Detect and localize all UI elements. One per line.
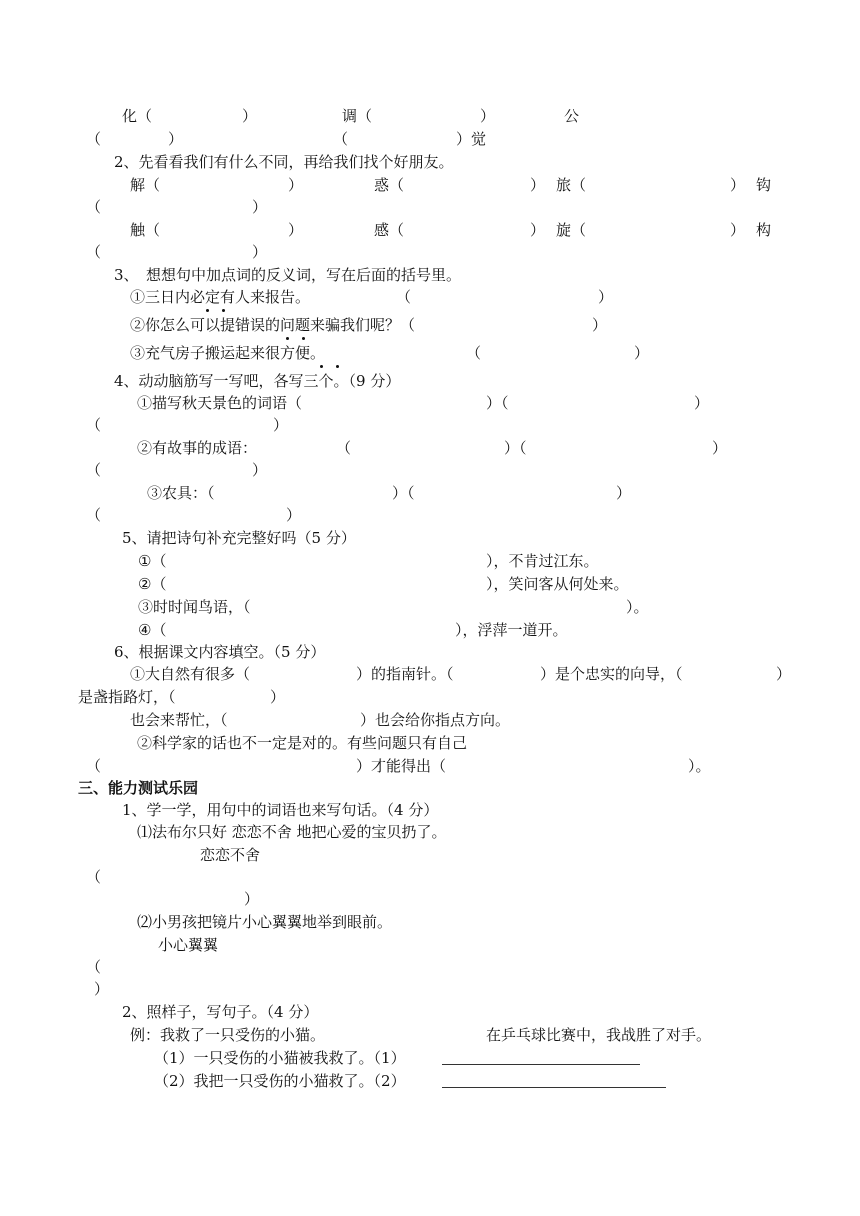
text: 调（ [342, 107, 373, 125]
text: 惑（ [374, 176, 405, 194]
question-title: 2、先看看我们有什么不同，再给我们找个好朋友。 [114, 153, 454, 171]
text: 是盏指路灯，（ [78, 688, 176, 706]
text: ）是个忠实的向导，（ [540, 665, 683, 683]
text: ）（ [486, 394, 509, 412]
emphasis-dot [286, 337, 289, 340]
text: （1）一只受伤的小猫被我救了。（1） [154, 1049, 406, 1067]
text: （ [86, 243, 102, 261]
text: 也会来帮忙，（ [130, 711, 228, 729]
text: （ [466, 344, 482, 362]
answer-line[interactable] [442, 1087, 666, 1088]
text: 触（ [130, 221, 161, 239]
emphasis-dot [206, 309, 209, 312]
text: 解（ [130, 176, 161, 194]
text: （ [336, 439, 352, 457]
answer-line[interactable] [442, 1064, 640, 1065]
text: ） [242, 107, 258, 125]
text: ）（ [392, 484, 415, 502]
text: 旅（ [556, 176, 587, 194]
text: ） [776, 665, 792, 683]
text: ） [530, 176, 546, 194]
text: ①（ [138, 552, 167, 570]
text: ） [634, 344, 650, 362]
text: ） [288, 176, 304, 194]
text: ） [616, 484, 632, 502]
text: ）的指南针。（ [356, 665, 454, 683]
text: 小心翼翼 [158, 936, 219, 954]
text: ） [530, 221, 546, 239]
text: 感（ [374, 221, 405, 239]
question-title: 1、学一学，用句中的词语也来写句话。（4 分） [122, 801, 439, 819]
text: ） [286, 506, 302, 524]
text: ②有故事的成语： [137, 439, 258, 457]
text: （ [86, 416, 102, 434]
text: （ [86, 506, 102, 524]
text: ） [730, 221, 746, 239]
text: （ [86, 130, 102, 148]
text: （ [86, 757, 102, 775]
question-title: 4、动动脑筋写一写吧，各写三个。（9 分） [114, 372, 401, 390]
text: ）。 [626, 598, 649, 616]
text: （ [86, 868, 102, 886]
text: ②（ [138, 575, 167, 593]
text: ③充气房子搬运起来很方便。 [130, 344, 326, 362]
text: （ [86, 198, 102, 216]
text: ） [592, 316, 608, 334]
text: ） [168, 130, 184, 148]
text: ） [288, 221, 304, 239]
text: 旋（ [556, 221, 587, 239]
text: ） [244, 890, 260, 908]
text: ） [252, 461, 268, 479]
text: ） [270, 688, 286, 706]
text: 化（ [122, 107, 153, 125]
text: ） [730, 176, 746, 194]
emphasis-dot [222, 309, 225, 312]
text: （ [333, 130, 349, 148]
text: ）也会给你指点方向。 [360, 711, 511, 729]
text: （ [86, 461, 102, 479]
question-title: 6、根据课文内容填空。（5 分） [114, 643, 326, 661]
text: ①三日内必定有人来报告。 [130, 288, 311, 306]
text: ①大自然有很多（ [130, 665, 251, 683]
example-text: 在乒乓球比赛中，我战胜了对手。 [486, 1026, 712, 1044]
text: ①描写秋天景色的词语（ [137, 394, 303, 412]
text: ③时时闻鸟语，（ [138, 598, 251, 616]
text: ） [252, 198, 268, 216]
text: ），不肯过江东。 [486, 552, 599, 570]
text: ③农具：（ [147, 484, 215, 502]
text: ） [598, 288, 614, 306]
text: ） [694, 394, 710, 412]
text: ）才能得出（ [356, 757, 447, 775]
text: ） [252, 243, 268, 261]
text: 恋恋不舍 [200, 846, 261, 864]
text: 钩 [756, 176, 772, 194]
section-heading: 三、能力测试乐园 [78, 779, 199, 797]
text: （ [86, 958, 102, 976]
question-title: 2、照样子，写句子。（4 分） [122, 1003, 319, 1021]
text: ⑴法布尔只好 恋恋不舍 地把心爱的宝贝扔了。 [137, 823, 447, 841]
text: ）觉 [456, 130, 487, 148]
text: ） [273, 416, 289, 434]
text: ） [94, 980, 110, 998]
text: 构 [756, 221, 772, 239]
question-title: 3、 想想句中加点词的反义词，写在后面的括号里。 [114, 266, 462, 284]
text: ） [480, 107, 496, 125]
text: ②你怎么可以提错误的问题来骗我们呢？（ [130, 316, 416, 334]
text: （2）我把一只受伤的小猫救了。（2） [154, 1072, 406, 1090]
text: ⑵小男孩把镜片小心翼翼地举到眼前。 [137, 913, 393, 931]
text: ），浮萍一道开。 [455, 621, 568, 639]
text: ）（ [504, 439, 527, 457]
emphasis-dot [320, 365, 323, 368]
text: 公 [564, 107, 580, 125]
example-text: 例：我救了一只受伤的小猫。 [130, 1026, 326, 1044]
text: ），笑问客从何处来。 [486, 575, 629, 593]
text: ④（ [138, 621, 167, 639]
text: （ [396, 288, 412, 306]
text: ②科学家的话也不一定是对的。有些问题只有自己 [137, 734, 468, 752]
text: ） [712, 439, 728, 457]
emphasis-dot [336, 365, 339, 368]
question-title: 5、请把诗句补充完整好吗（5 分） [122, 529, 356, 547]
text: ）。 [688, 757, 711, 775]
emphasis-dot [302, 337, 305, 340]
